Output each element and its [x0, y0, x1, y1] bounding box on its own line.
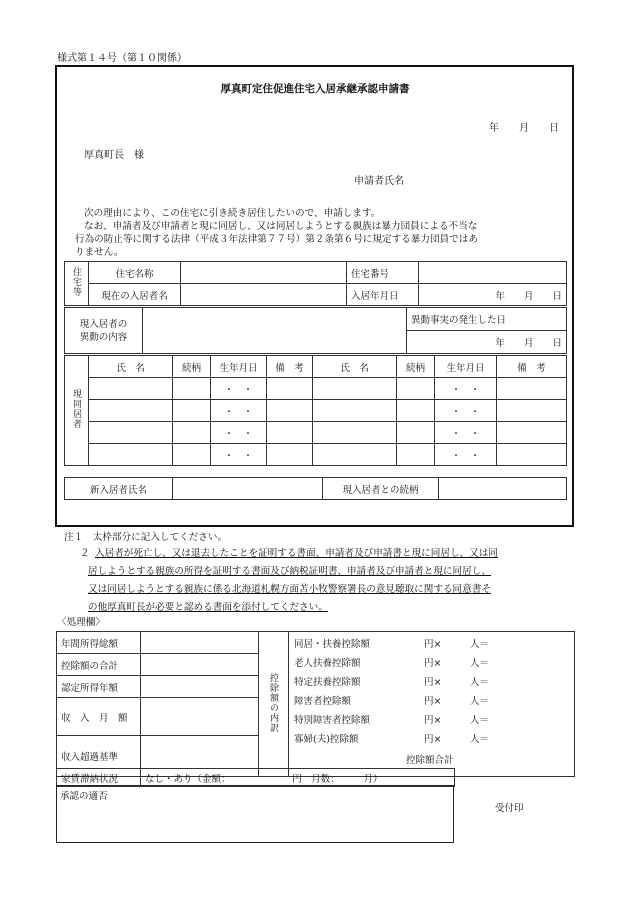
dob-field[interactable]: ・ ・: [435, 444, 497, 466]
housing-name-field[interactable]: [181, 262, 347, 284]
note-2-number: ２: [80, 548, 90, 559]
deduction-yen: 円×: [424, 677, 442, 688]
note-1: 注１ 太枠部分に記入してください。: [64, 532, 228, 543]
col-relation: 続柄: [397, 356, 435, 378]
note-2-line-3: 又は同居しようとする親族に係る北海道札幌方面苫小牧警察署長の意見聴取に関する同意書そ: [88, 584, 491, 595]
dob-field[interactable]: ・ ・: [211, 378, 267, 400]
notes-field[interactable]: [267, 444, 313, 466]
name-field[interactable]: [89, 400, 173, 422]
col-notes: 備 考: [497, 356, 567, 378]
dob-field[interactable]: ・ ・: [435, 378, 497, 400]
approval-box[interactable]: [56, 785, 454, 843]
new-resident-field[interactable]: [173, 478, 323, 500]
deduction-people: 人＝: [470, 734, 490, 745]
deduction-yen: 円×: [424, 715, 442, 726]
deduction-people: 人＝: [470, 715, 490, 726]
dob-field[interactable]: ・ ・: [435, 400, 497, 422]
residents-side-label: 現同居者: [65, 356, 89, 466]
deduction-people: 人＝: [470, 677, 490, 688]
current-resident-label: 現在の入居者名: [89, 284, 181, 306]
body-text-1: 次の理由により、この住宅に引き続き居住したいので、申請します。: [84, 208, 381, 219]
table-row: [65, 378, 567, 400]
proc-label: 収 入 月 額: [57, 698, 141, 736]
dob-field[interactable]: ・ ・: [211, 444, 267, 466]
dob-field[interactable]: ・ ・: [435, 422, 497, 444]
col-name: 氏 名: [89, 356, 173, 378]
residents-table: [64, 355, 567, 466]
table-row: [65, 444, 567, 466]
housing-table: [64, 261, 567, 306]
relation-to-current-field[interactable]: [439, 478, 567, 500]
deduction-name: 寡婦(夫)控除額: [294, 734, 359, 745]
name-field[interactable]: [89, 422, 173, 444]
relation-field[interactable]: [397, 422, 435, 444]
relation-field[interactable]: [173, 422, 211, 444]
change-date-label: 異動事実の発生した日: [407, 308, 567, 331]
body-text-2: なお、申請者及び申請者と現に同居し、又は同居しようとする親族は暴力団員による不当な: [84, 221, 478, 232]
notes-field[interactable]: [267, 378, 313, 400]
deduction-name: 障害者控除額: [294, 696, 352, 707]
form-title: 厚真町定住促進住宅入居承継承認申請書: [220, 83, 410, 95]
proc-field[interactable]: [141, 654, 259, 676]
receipt-stamp-label: 受付印: [495, 803, 524, 814]
table-row: [65, 400, 567, 422]
deduction-name: 特定扶養控除額: [294, 677, 361, 688]
deduction-people: 人＝: [470, 696, 490, 707]
notes-field[interactable]: [497, 422, 567, 444]
deduction-breakdown: [289, 632, 575, 777]
change-content-field[interactable]: [143, 308, 407, 354]
body-text-3: 行為の防止等に関する法律（平成３年法律第７７号）第２条第６号に規定する暴力団員ではあ: [75, 234, 478, 245]
notes-field[interactable]: [497, 444, 567, 466]
relation-field[interactable]: [397, 444, 435, 466]
notes-field[interactable]: [267, 400, 313, 422]
proc-field[interactable]: [141, 632, 259, 654]
deduction-side-label: 控除額の内訳: [259, 632, 289, 777]
form-number: 様式第１４号（第１０関係）: [57, 53, 187, 64]
rent-label: 家賃滞納状況: [57, 769, 141, 787]
processing-label: 〈処理欄〉: [57, 617, 105, 628]
note-2-line-4: の他厚真町長が必要と認める書面を添付してください。: [88, 602, 328, 613]
deduction-yen: 円×: [424, 658, 442, 669]
addressee: 厚真町長 様: [84, 150, 144, 161]
deduction-yen: 円×: [424, 696, 442, 707]
proc-label: 年間所得総額: [57, 632, 141, 654]
proc-field[interactable]: [141, 676, 259, 698]
processing-table: [56, 631, 575, 777]
move-in-date-field[interactable]: 年 月 日: [419, 284, 567, 306]
new-resident-table: [64, 477, 567, 500]
deduction-name: 特別障害者控除額: [294, 715, 371, 726]
housing-number-label: 住宅番号: [347, 262, 419, 284]
deduction-people: 人＝: [470, 658, 490, 669]
name-field[interactable]: [313, 422, 397, 444]
approval-label: 承認の適否: [60, 791, 108, 802]
notes-field[interactable]: [497, 400, 567, 422]
change-table: [64, 307, 567, 354]
deduction-name: 同居・扶養控除額: [294, 639, 371, 650]
name-field[interactable]: [313, 378, 397, 400]
proc-label: 控除額の合計: [57, 654, 141, 676]
name-field[interactable]: [89, 378, 173, 400]
body-text-4: りません。: [75, 247, 124, 258]
notes-field[interactable]: [267, 422, 313, 444]
table-row: [65, 422, 567, 444]
relation-field[interactable]: [173, 378, 211, 400]
relation-label: 現入居者との続柄: [323, 478, 439, 500]
col-dob: 生年月日: [435, 356, 497, 378]
col-notes: 備 考: [267, 356, 313, 378]
deduction-name: 老人扶養控除額: [294, 658, 361, 669]
relation-field[interactable]: [173, 444, 211, 466]
deduction-total-label: 控除額合計: [406, 755, 454, 766]
col-dob: 生年月日: [211, 356, 267, 378]
relation-field[interactable]: [173, 400, 211, 422]
applicant-name-label: 申請者氏名: [354, 176, 404, 187]
rent-value[interactable]: なし・あり（金額： 円 月数： 月）: [141, 769, 455, 787]
relation-field[interactable]: [397, 400, 435, 422]
proc-label: 収入超過基準: [57, 736, 141, 777]
dob-field[interactable]: ・ ・: [211, 422, 267, 444]
col-name: 氏 名: [313, 356, 397, 378]
name-field[interactable]: [313, 444, 397, 466]
deduction-people: 人＝: [470, 639, 490, 650]
change-label: 現入居者の 異動の内容: [65, 308, 143, 354]
proc-field[interactable]: [141, 698, 259, 736]
name-field[interactable]: [89, 444, 173, 466]
proc-label: 認定所得年額: [57, 676, 141, 698]
relation-field[interactable]: [397, 378, 435, 400]
note-2-line-2: 居しようとする親族の所得を証明する書面及び納税証明書、申請者及び申請者と現に同居し、: [88, 566, 491, 577]
housing-side-label: 住宅等: [65, 262, 89, 306]
change-date-field[interactable]: 年 月 日: [407, 331, 567, 354]
col-relation: 続柄: [173, 356, 211, 378]
date-line: 年 月 日: [489, 123, 559, 134]
housing-name-label: 住宅名称: [89, 262, 181, 284]
notes-field[interactable]: [497, 378, 567, 400]
new-resident-label: 新入居者氏名: [65, 478, 173, 500]
current-resident-field[interactable]: [181, 284, 347, 306]
note-2-line-1: 入居者が死亡し、又は退去したことを証明する書面、申請者及び申請書と現に同居し、又は同: [95, 548, 498, 559]
name-field[interactable]: [313, 400, 397, 422]
move-in-label: 入居年月日: [347, 284, 419, 306]
housing-number-field[interactable]: [419, 262, 567, 284]
deduction-yen: 円×: [424, 734, 442, 745]
deduction-yen: 円×: [424, 639, 442, 650]
dob-field[interactable]: ・ ・: [211, 400, 267, 422]
